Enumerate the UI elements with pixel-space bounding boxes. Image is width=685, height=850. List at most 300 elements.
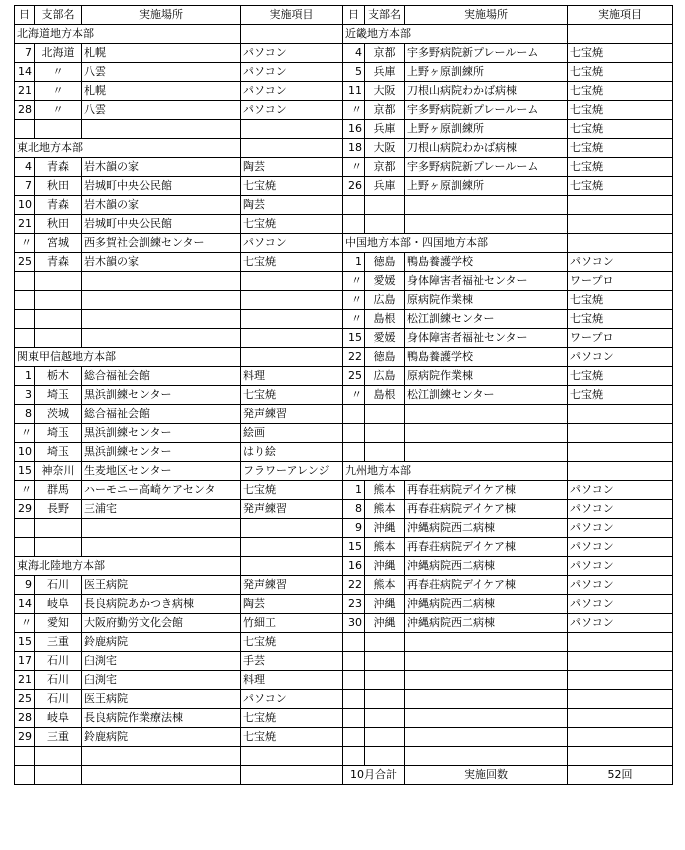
day-cell (343, 652, 365, 671)
branch-cell (365, 215, 405, 234)
section-title: 東北地方本部 (15, 139, 241, 158)
day-cell: 9 (343, 519, 365, 538)
section-filler (241, 557, 343, 576)
place-cell: 宇多野病院新プレールーム (405, 101, 568, 120)
branch-cell: 神奈川 (35, 462, 82, 481)
place-cell: 医王病院 (82, 576, 241, 595)
day-cell: 25 (343, 367, 365, 386)
place-cell (405, 633, 568, 652)
table-row (343, 348, 673, 367)
branch-cell: 愛媛 (365, 329, 405, 348)
section-title: 関東甲信越地方本部 (15, 348, 241, 367)
table-row (15, 310, 343, 329)
branch-cell: 兵庫 (365, 120, 405, 139)
header-row (343, 6, 673, 25)
table-row (343, 500, 673, 519)
table-row (343, 291, 673, 310)
item-cell: 七宝焼 (568, 367, 673, 386)
branch-cell (35, 519, 82, 538)
place-cell: 総合福祉会館 (82, 405, 241, 424)
table-row (15, 329, 343, 348)
place-cell: 再春荘病院デイケア棟 (405, 481, 568, 500)
day-cell (15, 272, 35, 291)
item-cell: 陶芸 (241, 158, 343, 177)
place-cell (405, 747, 568, 766)
day-cell: 25 (15, 690, 35, 709)
item-cell (241, 747, 343, 766)
day-cell: 15 (343, 538, 365, 557)
branch-cell: 島根 (365, 386, 405, 405)
item-cell: 発声練習 (241, 405, 343, 424)
table-row (15, 63, 343, 82)
place-cell: 黒浜訓練センター (82, 443, 241, 462)
branch-cell: 兵庫 (365, 177, 405, 196)
place-cell (405, 652, 568, 671)
right-table-body (343, 25, 673, 785)
table-row (343, 120, 673, 139)
place-cell: 岩城町中央公民館 (82, 215, 241, 234)
branch-cell: 徳島 (365, 253, 405, 272)
day-cell (343, 709, 365, 728)
day-cell: 〃 (15, 614, 35, 633)
day-cell: 1 (15, 367, 35, 386)
item-cell: 七宝焼 (568, 310, 673, 329)
branch-cell: 群馬 (35, 481, 82, 500)
branch-cell: 熊本 (365, 576, 405, 595)
table-row (343, 63, 673, 82)
branch-cell: 熊本 (365, 500, 405, 519)
item-cell: パソコン (568, 519, 673, 538)
place-cell (82, 291, 241, 310)
day-cell (343, 747, 365, 766)
table-row (15, 120, 343, 139)
item-cell: 陶芸 (241, 196, 343, 215)
place-cell (82, 310, 241, 329)
table-row (343, 196, 673, 215)
branch-cell (35, 538, 82, 557)
item-cell: 七宝焼 (568, 139, 673, 158)
place-cell: 岩城町中央公民館 (82, 177, 241, 196)
item-cell (568, 671, 673, 690)
branch-cell: 熊本 (365, 538, 405, 557)
header-branch: 支部名 (365, 6, 405, 25)
branch-cell: 〃 (35, 63, 82, 82)
branch-cell: 京都 (365, 44, 405, 63)
item-cell: パソコン (241, 234, 343, 253)
table-row (343, 728, 673, 747)
day-cell: 5 (343, 63, 365, 82)
day-cell (15, 291, 35, 310)
item-cell: ワープロ (568, 329, 673, 348)
branch-cell (365, 709, 405, 728)
place-cell: 宇多野病院新プレールーム (405, 158, 568, 177)
day-cell: 1 (343, 481, 365, 500)
branch-cell: 熊本 (365, 481, 405, 500)
day-cell: 〃 (15, 481, 35, 500)
place-cell: 原病院作業棟 (405, 291, 568, 310)
table-row (343, 481, 673, 500)
item-cell (241, 519, 343, 538)
place-cell (82, 329, 241, 348)
item-cell (241, 329, 343, 348)
day-cell: 3 (15, 386, 35, 405)
table-row (15, 272, 343, 291)
place-cell: 臼渕宅 (82, 652, 241, 671)
branch-cell (365, 671, 405, 690)
place-cell (405, 443, 568, 462)
table-row (15, 101, 343, 120)
place-cell (82, 120, 241, 139)
place-cell (405, 690, 568, 709)
table-row (15, 177, 343, 196)
branch-cell (35, 329, 82, 348)
table-row (15, 405, 343, 424)
table-row (15, 158, 343, 177)
item-cell: 七宝焼 (241, 177, 343, 196)
table-row (15, 215, 343, 234)
place-cell (405, 196, 568, 215)
place-cell: 再春荘病院デイケア棟 (405, 500, 568, 519)
place-cell (82, 766, 241, 785)
left-table-body (15, 25, 343, 785)
day-cell: 18 (343, 139, 365, 158)
table-row (15, 291, 343, 310)
branch-cell (35, 272, 82, 291)
table-row (343, 329, 673, 348)
table-row (15, 652, 343, 671)
table-row (343, 519, 673, 538)
day-cell: 8 (343, 500, 365, 519)
item-cell: 料理 (241, 671, 343, 690)
table-row (15, 747, 343, 766)
day-cell: 〃 (343, 101, 365, 120)
item-cell (568, 709, 673, 728)
branch-cell: 秋田 (35, 177, 82, 196)
place-cell (82, 272, 241, 291)
place-cell: 臼渕宅 (82, 671, 241, 690)
item-cell: パソコン (241, 63, 343, 82)
table-row (343, 215, 673, 234)
item-cell: パソコン (568, 481, 673, 500)
table-row (343, 614, 673, 633)
table-row (343, 101, 673, 120)
place-cell: 上野ヶ原訓練所 (405, 177, 568, 196)
day-cell (343, 443, 365, 462)
item-cell: フラワーアレンジ (241, 462, 343, 481)
table-row (343, 652, 673, 671)
branch-cell: 埼玉 (35, 443, 82, 462)
item-cell: 七宝焼 (241, 215, 343, 234)
day-cell: 〃 (343, 158, 365, 177)
table-row (343, 443, 673, 462)
item-cell: パソコン (241, 690, 343, 709)
table-row (15, 519, 343, 538)
branch-cell: 広島 (365, 291, 405, 310)
branch-cell: 埼玉 (35, 386, 82, 405)
item-cell: 竹細工 (241, 614, 343, 633)
branch-cell: 大阪 (365, 82, 405, 101)
place-cell: 上野ヶ原訓練所 (405, 63, 568, 82)
item-cell: 七宝焼 (568, 158, 673, 177)
place-cell: 沖縄病院西二病棟 (405, 519, 568, 538)
item-cell (568, 443, 673, 462)
branch-cell (365, 633, 405, 652)
branch-cell: 沖縄 (365, 557, 405, 576)
section-header-row (15, 139, 343, 158)
place-cell: 沖縄病院西二病棟 (405, 595, 568, 614)
section-title: 近畿地方本部 (343, 25, 568, 44)
item-cell (241, 310, 343, 329)
day-cell (343, 215, 365, 234)
item-cell: 七宝焼 (241, 709, 343, 728)
place-cell: 黒浜訓練センター (82, 386, 241, 405)
branch-cell: 広島 (365, 367, 405, 386)
item-cell: ワープロ (568, 272, 673, 291)
place-cell: 生麦地区センター (82, 462, 241, 481)
header-place: 実施場所 (405, 6, 568, 25)
section-header-row (343, 25, 673, 44)
item-cell: パソコン (241, 101, 343, 120)
item-cell (568, 690, 673, 709)
branch-cell: 〃 (35, 82, 82, 101)
table-row (15, 234, 343, 253)
table-row (343, 386, 673, 405)
day-cell (343, 196, 365, 215)
branch-cell (365, 690, 405, 709)
day-cell: 9 (15, 576, 35, 595)
table-row (15, 766, 343, 785)
section-filler (241, 348, 343, 367)
branch-cell (35, 766, 82, 785)
right-schedule-table (342, 5, 673, 785)
branch-cell (35, 310, 82, 329)
table-row (15, 367, 343, 386)
day-cell (343, 728, 365, 747)
table-row (343, 424, 673, 443)
table-row (343, 595, 673, 614)
place-cell (405, 728, 568, 747)
branch-cell: 愛媛 (365, 272, 405, 291)
branch-cell: 〃 (35, 101, 82, 120)
place-cell (82, 538, 241, 557)
day-cell: 14 (15, 63, 35, 82)
table-row (15, 386, 343, 405)
place-cell (405, 405, 568, 424)
day-cell: 17 (15, 652, 35, 671)
item-cell (241, 538, 343, 557)
day-cell (15, 766, 35, 785)
branch-cell: 秋田 (35, 215, 82, 234)
table-row (15, 443, 343, 462)
table-row (343, 633, 673, 652)
branch-cell: 石川 (35, 652, 82, 671)
day-cell (15, 538, 35, 557)
table-row (343, 405, 673, 424)
place-cell (82, 519, 241, 538)
branch-cell: 三重 (35, 728, 82, 747)
item-cell: パソコン (568, 500, 673, 519)
table-row (343, 310, 673, 329)
section-title: 東海北陸地方本部 (15, 557, 241, 576)
branch-cell: 岐阜 (35, 595, 82, 614)
day-cell (15, 120, 35, 139)
day-cell (15, 747, 35, 766)
table-row (15, 709, 343, 728)
table-row (343, 139, 673, 158)
branch-cell (365, 652, 405, 671)
place-cell: 総合福祉会館 (82, 367, 241, 386)
item-cell: 七宝焼 (568, 386, 673, 405)
item-cell: パソコン (568, 595, 673, 614)
day-cell: 1 (343, 253, 365, 272)
branch-cell: 三重 (35, 633, 82, 652)
place-cell: 鴨島養護学校 (405, 348, 568, 367)
place-cell (82, 747, 241, 766)
item-cell: 七宝焼 (241, 633, 343, 652)
section-filler (241, 25, 343, 44)
branch-cell: 京都 (365, 101, 405, 120)
item-cell: パソコン (241, 82, 343, 101)
place-cell: 再春荘病院デイケア棟 (405, 576, 568, 595)
place-cell: 鴨島養護学校 (405, 253, 568, 272)
item-cell: パソコン (241, 44, 343, 63)
day-cell: 〃 (15, 234, 35, 253)
item-cell (568, 728, 673, 747)
header-item: 実施項目 (568, 6, 673, 25)
left-schedule-table (14, 5, 343, 785)
place-cell: 原病院作業棟 (405, 367, 568, 386)
place-cell: 鈴鹿病院 (82, 633, 241, 652)
item-cell (568, 196, 673, 215)
table-row (15, 500, 343, 519)
item-cell: パソコン (568, 576, 673, 595)
item-cell (568, 652, 673, 671)
place-cell: 八雲 (82, 63, 241, 82)
branch-cell: 栃木 (35, 367, 82, 386)
branch-cell (365, 424, 405, 443)
item-cell: パソコン (568, 348, 673, 367)
branch-cell: 石川 (35, 671, 82, 690)
section-title: 北海道地方本部 (15, 25, 241, 44)
day-cell: 〃 (343, 310, 365, 329)
branch-cell (35, 120, 82, 139)
place-cell (405, 215, 568, 234)
day-cell (15, 310, 35, 329)
header-row (15, 6, 343, 25)
item-cell (241, 291, 343, 310)
branch-cell (365, 196, 405, 215)
branch-cell: 徳島 (365, 348, 405, 367)
table-row (15, 728, 343, 747)
branch-cell: 埼玉 (35, 424, 82, 443)
place-cell: 黒浜訓練センター (82, 424, 241, 443)
item-cell: 七宝焼 (568, 120, 673, 139)
table-row (15, 462, 343, 481)
place-cell: 札幌 (82, 82, 241, 101)
place-cell: 沖縄病院西二病棟 (405, 614, 568, 633)
day-cell: 15 (15, 462, 35, 481)
section-header-row (15, 557, 343, 576)
header-item: 実施項目 (241, 6, 343, 25)
header-place: 実施場所 (82, 6, 241, 25)
section-title: 九州地方本部 (343, 462, 568, 481)
place-cell: 札幌 (82, 44, 241, 63)
day-cell: 〃 (343, 272, 365, 291)
branch-cell: 青森 (35, 253, 82, 272)
day-cell: 7 (15, 177, 35, 196)
table-row (343, 671, 673, 690)
day-cell: 4 (15, 158, 35, 177)
table-row (343, 367, 673, 386)
table-row (343, 253, 673, 272)
branch-cell: 宮城 (35, 234, 82, 253)
item-cell: 発声練習 (241, 500, 343, 519)
item-cell (241, 766, 343, 785)
item-cell (568, 747, 673, 766)
place-cell: 岩木韻の家 (82, 158, 241, 177)
item-cell: 七宝焼 (568, 101, 673, 120)
total-label: 10月合計 (343, 766, 405, 785)
day-cell: 10 (15, 196, 35, 215)
table-row (15, 576, 343, 595)
day-cell (343, 671, 365, 690)
section-header-row (15, 348, 343, 367)
table-row (343, 82, 673, 101)
branch-cell (365, 405, 405, 424)
place-cell: 岩木韻の家 (82, 253, 241, 272)
item-cell (568, 424, 673, 443)
branch-cell: 北海道 (35, 44, 82, 63)
day-cell: 21 (15, 215, 35, 234)
section-filler (568, 462, 673, 481)
item-cell: 七宝焼 (568, 44, 673, 63)
item-cell: パソコン (568, 614, 673, 633)
place-cell (405, 424, 568, 443)
day-cell: 14 (15, 595, 35, 614)
table-row (15, 481, 343, 500)
place-cell: 松江訓練センター (405, 386, 568, 405)
place-cell: 長良病院あかつき病棟 (82, 595, 241, 614)
day-cell: 23 (343, 595, 365, 614)
branch-cell: 京都 (365, 158, 405, 177)
place-cell: 岩木韻の家 (82, 196, 241, 215)
day-cell: 4 (343, 44, 365, 63)
place-cell (405, 671, 568, 690)
day-cell: 8 (15, 405, 35, 424)
day-cell: 29 (15, 500, 35, 519)
place-cell: 松江訓練センター (405, 310, 568, 329)
place-cell: 刀根山病院わかば病棟 (405, 82, 568, 101)
branch-cell: 長野 (35, 500, 82, 519)
table-row (343, 690, 673, 709)
day-cell: 29 (15, 728, 35, 747)
day-cell (343, 424, 365, 443)
item-cell: 発声練習 (241, 576, 343, 595)
place-cell: 大阪府勤労文化会館 (82, 614, 241, 633)
day-cell: 22 (343, 576, 365, 595)
section-filler (241, 139, 343, 158)
place-cell: ハーモニー高崎ケアセンタ (82, 481, 241, 500)
day-cell: 〃 (343, 386, 365, 405)
branch-cell (35, 291, 82, 310)
section-title: 中国地方本部・四国地方本部 (343, 234, 568, 253)
day-cell: 15 (15, 633, 35, 652)
table-row (15, 614, 343, 633)
item-cell: 七宝焼 (568, 63, 673, 82)
place-cell: 上野ヶ原訓練所 (405, 120, 568, 139)
item-cell (241, 272, 343, 291)
branch-cell: 石川 (35, 690, 82, 709)
